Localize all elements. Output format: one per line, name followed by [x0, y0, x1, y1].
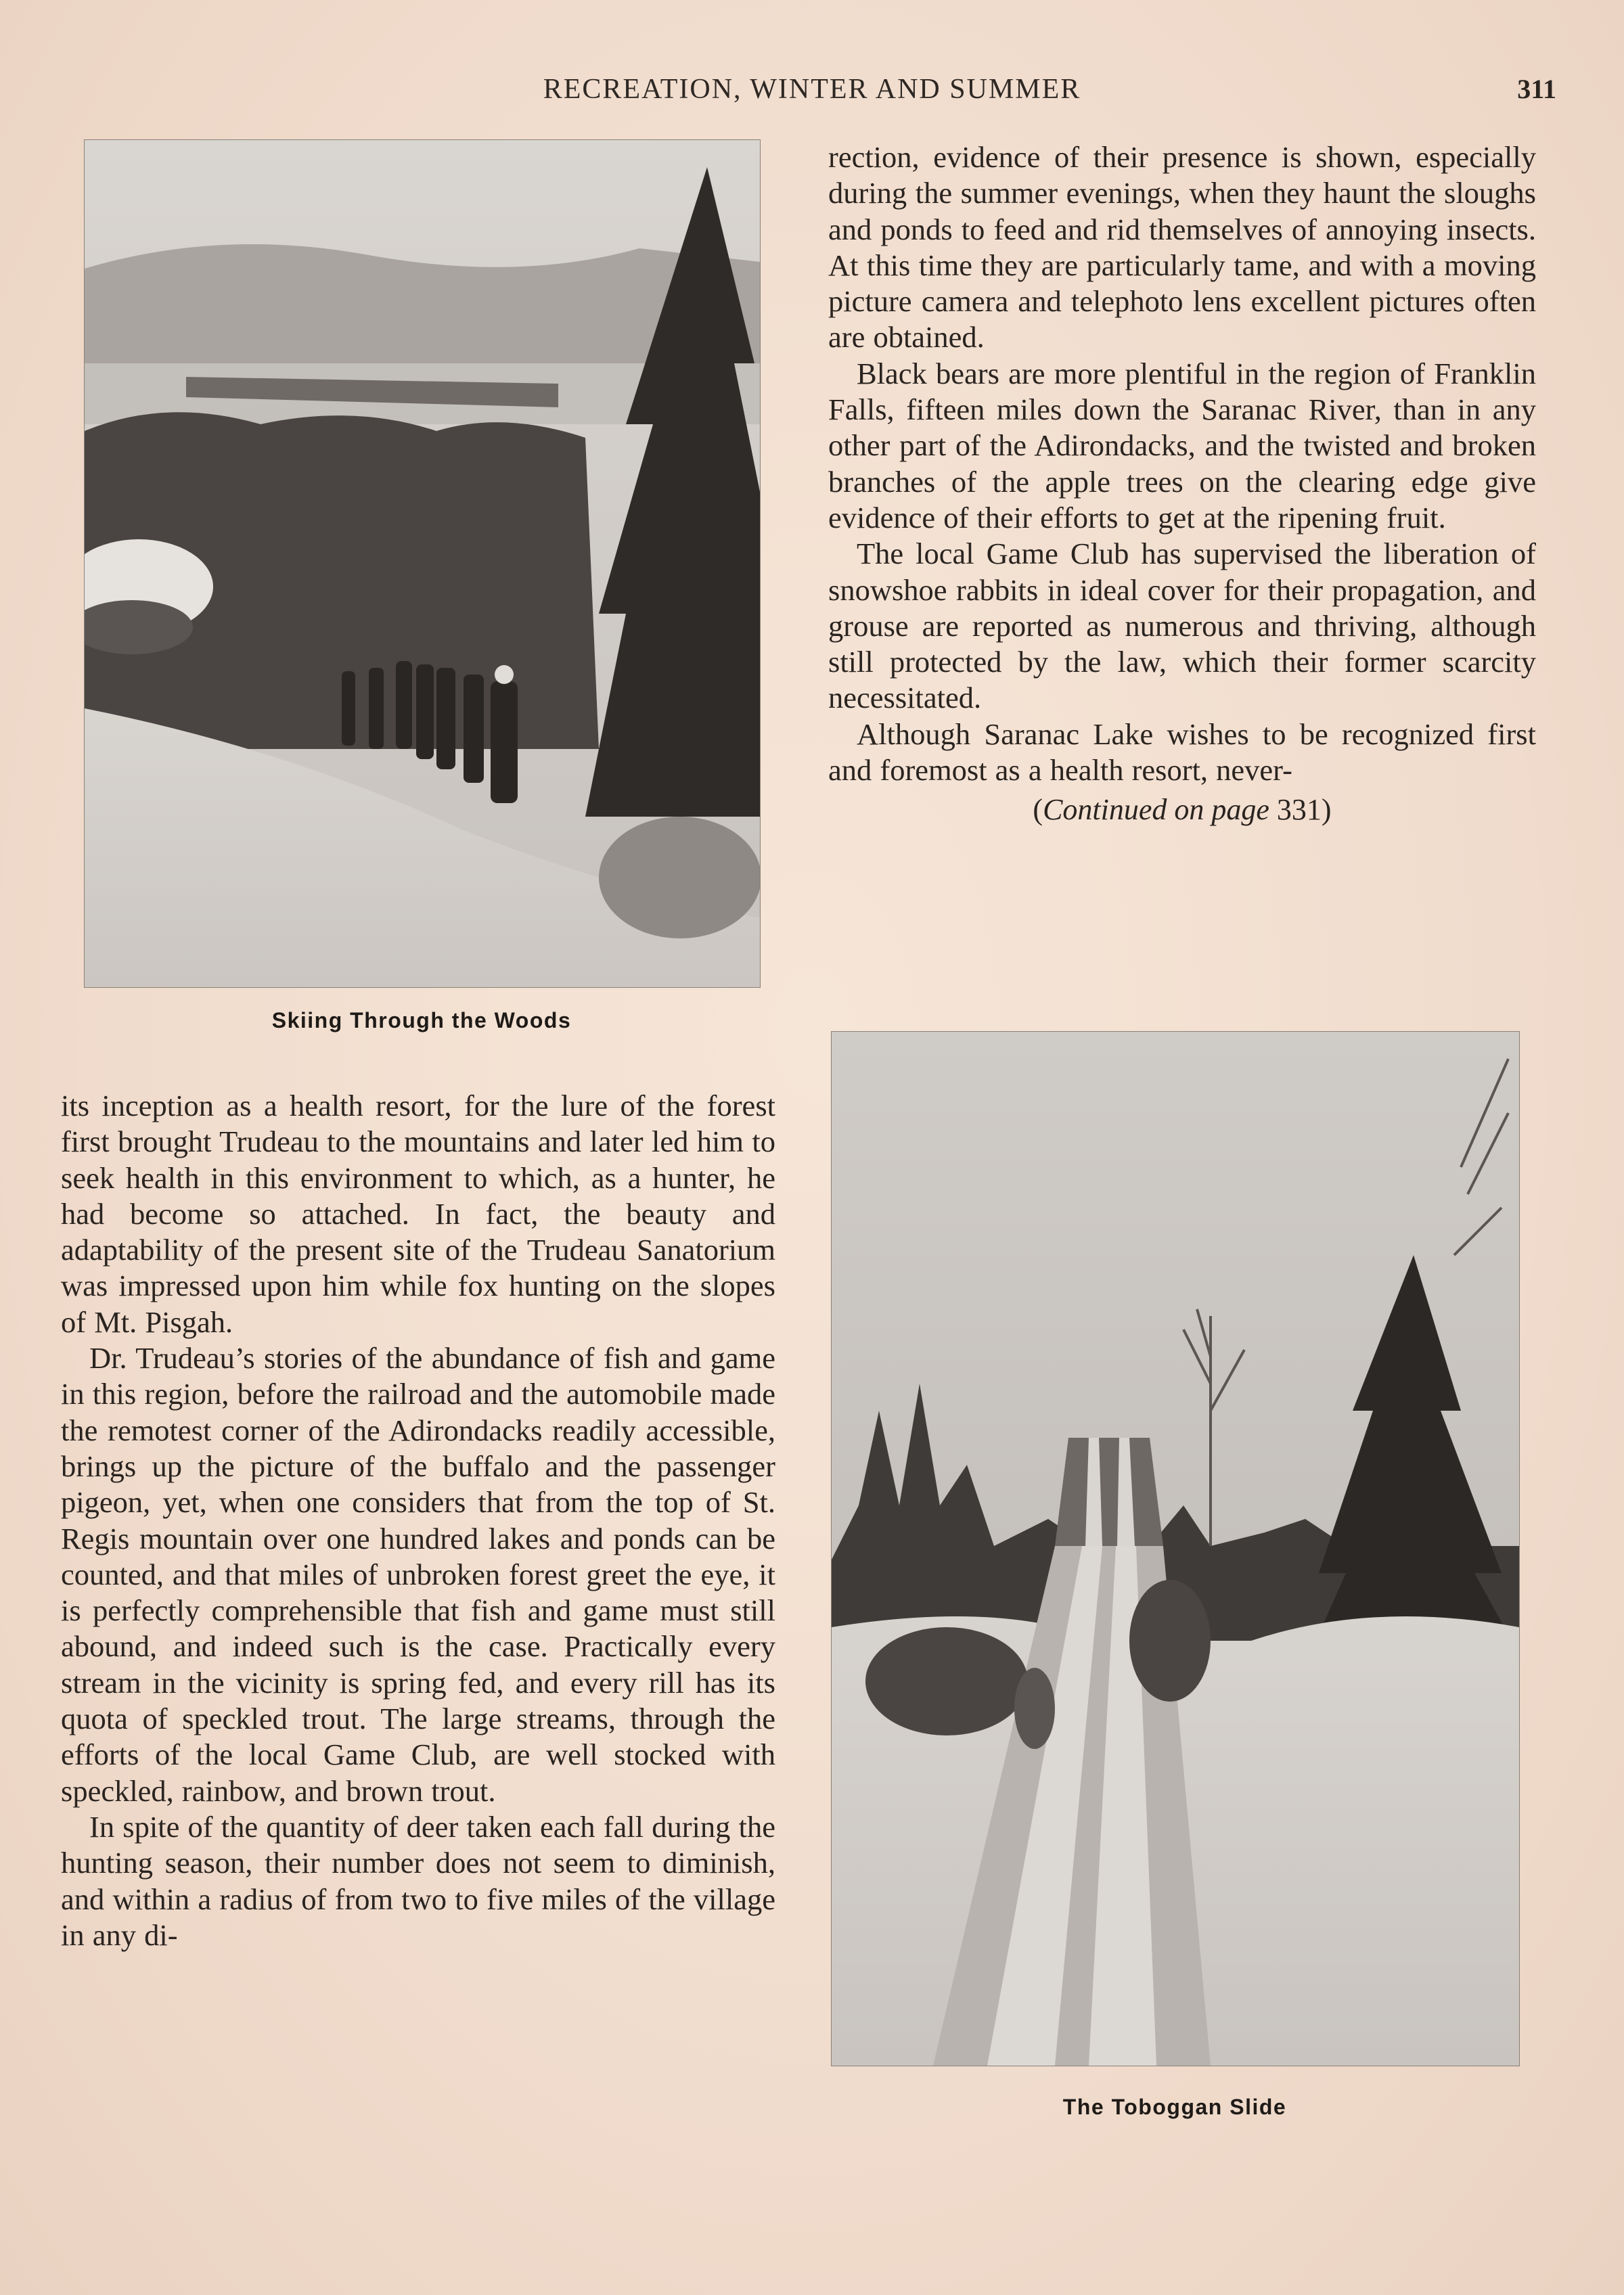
left-column-text: [61, 1088, 775, 1953]
skiing-photo-caption: Skiing Through the Woods: [271, 1008, 572, 1032]
paragraph: The local Game Club has supervised the liberation of snowshoe rabbits in ideal cover for their propagation, and grouse are reported as numerous and thriving, although still protected by the law, which their former scarcity necessitated.: [828, 537, 1536, 715]
paragraph: In spite of the quantity of deer taken each fall during the hunting season, their number does not seem to diminish, and within a radius of from two to five miles of the village in any di-: [61, 1809, 775, 1952]
running-title: RECREATION, WINTER AND SUMMER: [543, 74, 1081, 105]
paragraph: Although Saranac Lake wishes to be recognized first and foremost as a health resort, never-: [828, 717, 1536, 788]
paragraph: Black bears are more plentiful in the region of Franklin Falls, fifteen miles down the Saranac River, than in any other part of the Adirondacks, and the twisted and broken branches of the apple trees on the clearing edge give evidence of their efforts to get at the ripening fruit.: [828, 356, 1536, 535]
paragraph: rection, evidence of their presence is shown, especially during the summer evenings, when they haunt the sloughs and ponds to feed and rid themselves of annoying insects. At this time they are particularly tame, and with a moving picture camera and telephoto lens excellent pictures often are obtained.: [828, 140, 1536, 355]
skiing-photo: [84, 139, 761, 988]
page-number: 311: [1517, 74, 1556, 104]
continued-note: (Continued on page 331): [1033, 793, 1332, 827]
paragraph: its inception as a health resort, for the lure of the forest first brought Trudeau to the mountains and later led him to seek health in this environment to which, as a hunter, he had become so attached. In fact, the beauty and adaptability of the present site of the Trudeau Sanatorium was impressed upon him while fox hunting on the slopes of Mt. Pisgah.: [61, 1089, 775, 1339]
toboggan-photo-illustration: [832, 1032, 1519, 2066]
continued-page: 331: [1276, 793, 1322, 827]
toboggan-photo: [831, 1031, 1520, 2066]
continued-label: Continued on page: [1043, 793, 1269, 827]
skiing-photo-illustration: [85, 140, 760, 987]
toboggan-photo-caption: The Toboggan Slide: [1062, 2095, 1287, 2119]
paragraph: Dr. Trudeau’s stories of the abundance of fish and game in this region, before the railroad and the automobile made the remotest corner of the Adirondacks readily accessible, brings up the picture of the buffalo and the passenger pigeon, yet, when one considers that from the top of St. Regis mountain over one hundred lakes and ponds can be counted, and that miles of unbroken forest greet the eye, it is perfectly comprehensible that fish and game must still abound, and indeed such is the case. Practically every stream in the vicinity is spring fed, and every rill has its quota of speckled trout. The large streams, through the efforts of the local Game Club, are well stocked with speckled, rainbow, and brown trout.: [61, 1341, 775, 1808]
right-column-text: [828, 139, 1536, 827]
